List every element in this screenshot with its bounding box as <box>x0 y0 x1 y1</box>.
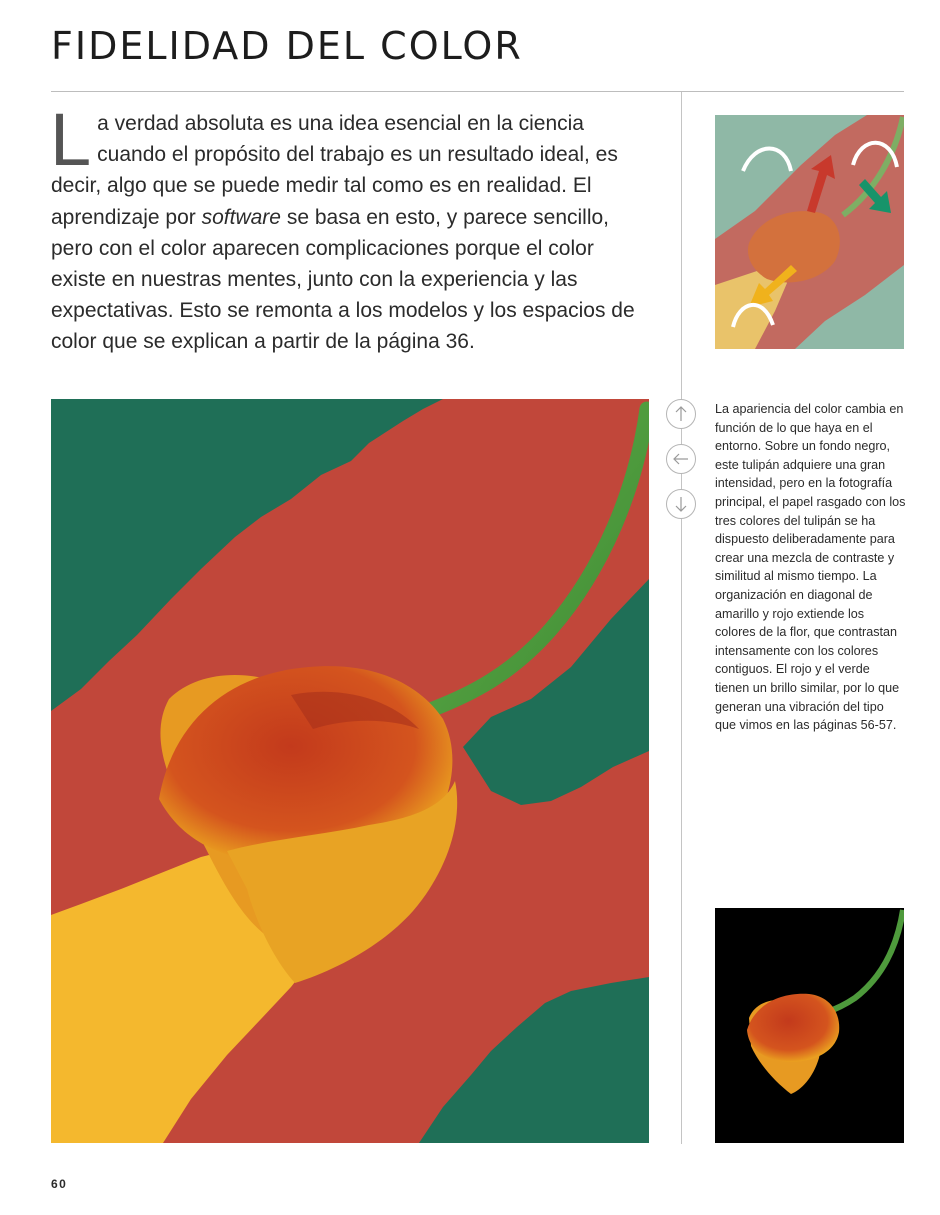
drop-cap: L <box>50 98 92 181</box>
photo-caption: La apariencia del color cambia en función de lo que haya en el entorno. Sobre un fondo negro, este tulipán adquiere una gran intensidad, pero en la fotografía principal, el papel rasgado con los tres colores del tulipán se ha dispuesto deliberadamente para crear una mezcla de contraste y similitud al mismo tiempo. La organización en diagonal de amarillo y rojo extiende los colores de la flor, que contrastan intensamente con los colores contiguos. El rojo y el verde tienen un brillo similar, por lo que generan una vibración del tipo que vimos en las páginas 56-57. <box>715 402 906 733</box>
arrow-left-icon[interactable] <box>665 443 697 475</box>
arrow-up-icon[interactable] <box>665 398 697 430</box>
column-rule <box>681 92 682 1144</box>
page-number: 60 <box>51 1177 68 1191</box>
main-tulip-photo <box>51 399 649 1143</box>
arrow-diagram-thumbnail <box>715 115 904 349</box>
title-rule <box>51 91 904 92</box>
intro-paragraph <box>50 98 651 358</box>
intro-text-part-1: a verdad absoluta es una idea esencial en la ciencia cuando el propósito del trabajo es un resultado ideal, es decir, algo que se puede medir tal como es en realidad. El aprendizaje por <box>51 112 618 229</box>
page-title: FIDELIDAD DEL COLOR <box>51 24 523 68</box>
black-background-tulip-thumbnail <box>715 908 904 1143</box>
intro-italic-word: software <box>201 205 281 229</box>
arrow-down-icon[interactable] <box>665 488 697 520</box>
intro-text-part-2: se basa en esto, y parece sencillo, pero con el color aparecen complicaciones porque el color existe en nuestras mentes, junto con la experiencia y las expectativas. Esto se remonta a los modelos y los espacios de color que se explican a partir de la página 36. <box>51 205 635 354</box>
